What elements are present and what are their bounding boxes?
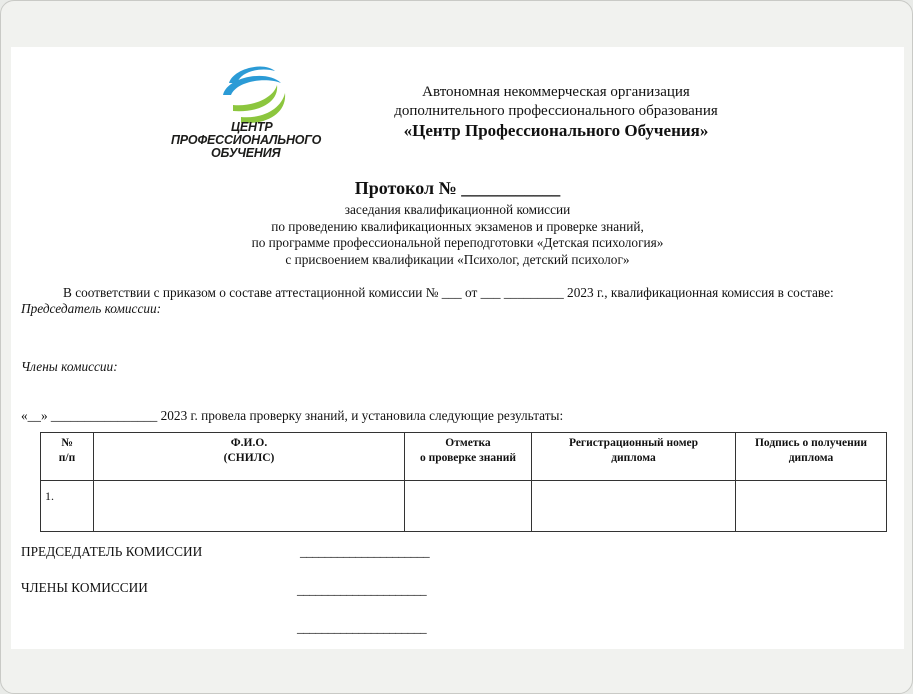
protocol-subtitle <box>11 202 904 268</box>
header-fio: Ф.И.О. (СНИЛС) <box>94 433 405 481</box>
table-row <box>41 481 887 532</box>
cell-registration-number <box>532 481 736 532</box>
check-results-text: «__» ________________ 2023 г. провела проверку знаний, и установила следующие результаты: <box>21 408 564 423</box>
document-page <box>11 47 904 649</box>
member-signature-line: _____________________ <box>297 620 427 635</box>
header-registration-number: Регистрационный номер диплома <box>532 433 736 481</box>
chairman-signature-line: _____________________ <box>300 544 430 559</box>
results-table <box>40 432 887 532</box>
chairman-signature-label: ПРЕДСЕДАТЕЛЬ КОМИССИИ <box>21 544 203 559</box>
org-name: «Центр Профессионального Обучения» <box>403 121 709 140</box>
cell-number: 1. <box>41 481 94 532</box>
logo-text: ЦЕНТР ПРОФЕССИОНАЛЬНОГО ОБУЧЕНИЯ <box>171 120 322 160</box>
intro-text: В соответствии с приказом о составе аттестационной комиссии № ___ от ___ _________ 2023 г., квалификационная комиссия в составе: <box>63 285 834 300</box>
members-signature-label: ЧЛЕНЫ КОМИССИИ <box>21 580 148 595</box>
header-signature: Подпись о получении диплома <box>736 433 887 481</box>
protocol-title: Протокол № ___________ <box>354 178 561 198</box>
protocol-line: с присвоением квалификации «Психолог, детский психолог» <box>285 251 630 267</box>
cell-signature <box>736 481 887 532</box>
organization-header <box>341 83 771 140</box>
org-line-1: Автономная некоммерческая организация <box>422 84 690 100</box>
intro-paragraph <box>21 285 901 317</box>
protocol-line: заседания квалификационной комиссии <box>344 202 571 217</box>
cell-fio <box>94 481 405 532</box>
table-header-row <box>41 433 887 481</box>
org-line-2: дополнительного профессионального образования <box>394 103 718 119</box>
protocol-line: по проведению квалификационных экзаменов и проверке знаний, <box>271 218 644 234</box>
header-number: № п/п <box>41 433 94 481</box>
header-mark: Отметка о проверке знаний <box>405 433 532 481</box>
member-signature-line: _____________________ <box>297 582 427 597</box>
cell-mark <box>405 481 532 532</box>
protocol-line: по программе профессиональной переподготовки «Детская психология» <box>251 235 664 250</box>
chairman-label: Председатель комиссии: <box>21 301 162 316</box>
members-label: Члены комиссии: <box>21 359 118 374</box>
